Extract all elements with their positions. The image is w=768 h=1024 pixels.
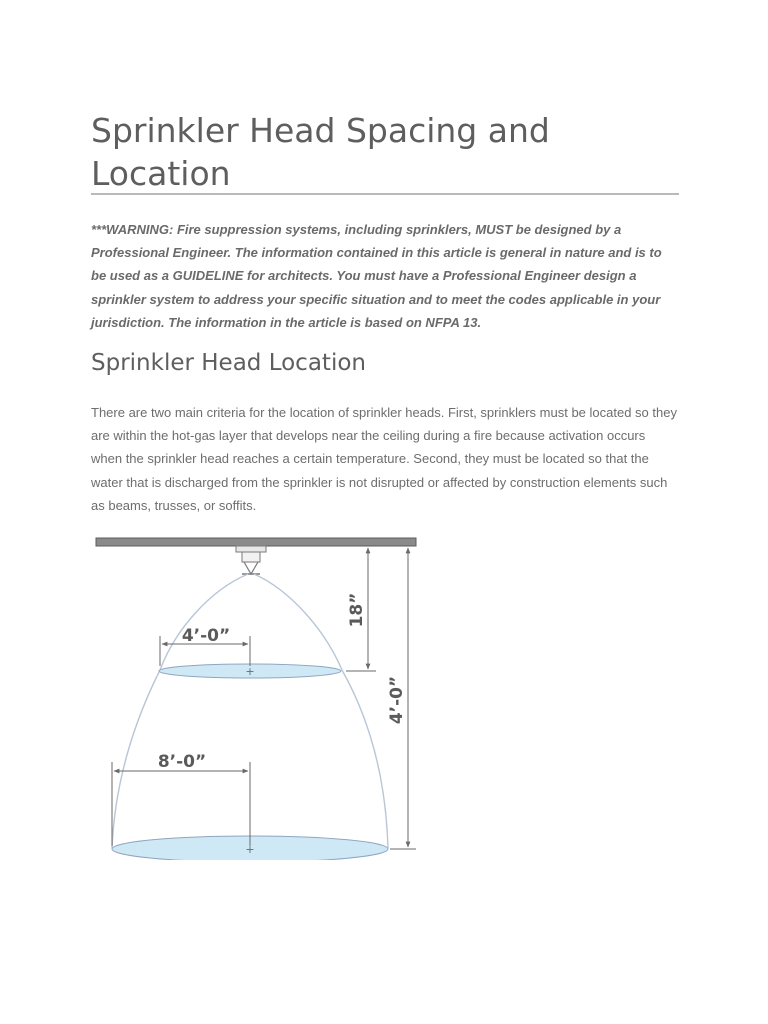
page-title: Sprinkler Head Spacing and Location: [91, 111, 550, 193]
lower-radius-dimension: [112, 752, 250, 846]
total-depth-dimension: [387, 548, 416, 849]
sprinkler-spray-svg: [90, 530, 430, 860]
lower-radius-label: 8’-0”: [157, 752, 207, 772]
total-depth-label: 4’-0”: [387, 675, 407, 725]
sprinkler-spray-diagram: [90, 530, 430, 860]
upper-depth-label: 18”: [347, 592, 367, 628]
upper-radius-dimension: [160, 626, 250, 666]
lower-disc-center-mark: +: [245, 843, 255, 856]
upper-disc-center-mark: +: [245, 665, 255, 678]
ceiling-bar: [96, 538, 416, 546]
body-paragraph: There are two main criteria for the location of sprinkler heads. First, sprinklers must be located so they are within the hot-gas layer that develops near the ceiling during a fire because activation occurs when the sprinkler head reaches a certain temperature. Second, they must be located so that the water that is discharged from the sprinkler is not disrupted or affected by construction elements such as beams, trusses, or soffits.: [91, 405, 677, 513]
title-divider: [91, 193, 679, 195]
upper-depth-dimension: [346, 548, 376, 671]
sprinkler-head-icon: [236, 546, 266, 574]
upper-radius-label: 4’-0”: [181, 626, 231, 646]
warning-paragraph: ***WARNING: Fire suppression systems, including sprinklers, MUST be designed by a Professional Engineer. The information contained in this article is general in nature and is to be used as a GUIDELINE for architects. You must have a Professional Engineer design a sprinkler system to address your specific situation and to meet the codes applicable in your jurisdiction. The information in the article is based on NFPA 13.: [91, 222, 662, 330]
spray-envelope: [112, 574, 248, 848]
section-heading: Sprinkler Head Location: [91, 350, 366, 376]
